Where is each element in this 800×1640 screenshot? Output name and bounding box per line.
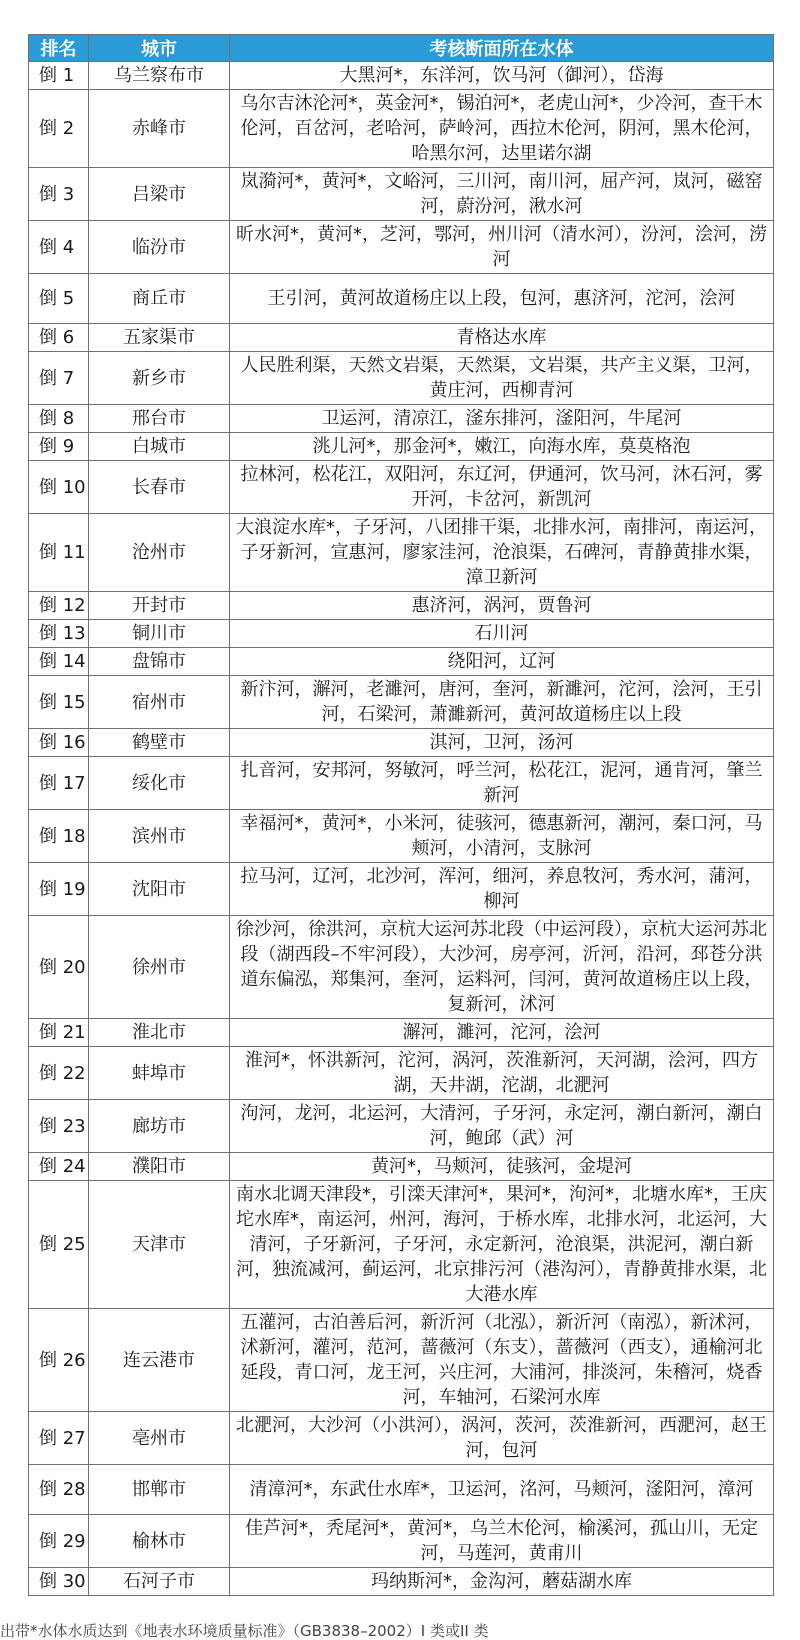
table-row [29, 592, 774, 620]
cell-rank: 倒 15 [29, 676, 89, 729]
cell-rank: 倒 23 [29, 1100, 89, 1153]
cell-city: 徐州市 [89, 916, 230, 1019]
table-row [29, 514, 774, 592]
cell-rank: 倒 16 [29, 729, 89, 757]
cell-rank: 倒 8 [29, 405, 89, 433]
cell-rank: 倒 3 [29, 168, 89, 221]
header-rank: 排名 [29, 35, 89, 62]
table-row [29, 648, 774, 676]
cell-city: 沈阳市 [89, 863, 230, 916]
cell-city: 吕梁市 [89, 168, 230, 221]
cell-water-bodies: 乌尔吉沐沦河*，英金河*，锡泊河*，老虎山河*，少冷河，查干木伦河，百岔河，老哈河，萨岭河，西拉木伦河，阴河，黑木伦河，哈黑尔河，达里诺尔湖 [230, 90, 774, 168]
table-row [29, 274, 774, 324]
cell-rank: 倒 22 [29, 1047, 89, 1100]
table-row [29, 461, 774, 514]
cell-water-bodies: 拉马河，辽河，北沙河，浑河，细河，养息牧河，秀水河，蒲河，柳河 [230, 863, 774, 916]
cell-city: 绥化市 [89, 757, 230, 810]
cell-rank: 倒 10 [29, 461, 89, 514]
cell-water-bodies: 昕水河*，黄河*，芝河，鄂河，州川河（清水河），汾河，浍河，涝河 [230, 221, 774, 274]
cell-water-bodies: 淮河*，怀洪新河，沱河，涡河，茨淮新河，天河湖，浍河，四方湖，天井湖，沱湖，北淝河 [230, 1047, 774, 1100]
cell-city: 新乡市 [89, 352, 230, 405]
cell-water-bodies: 人民胜利渠，天然文岩渠，天然渠，文岩渠，共产主义渠，卫河，黄庄河，西柳青河 [230, 352, 774, 405]
table-row [29, 90, 774, 168]
cell-water-bodies: 卫运河，清凉江，滏东排河，滏阳河，牛尾河 [230, 405, 774, 433]
table-row [29, 1465, 774, 1515]
cell-rank: 倒 1 [29, 62, 89, 90]
cell-rank: 倒 13 [29, 620, 89, 648]
cell-city: 商丘市 [89, 274, 230, 324]
cell-city: 濮阳市 [89, 1153, 230, 1181]
cell-rank: 倒 6 [29, 324, 89, 352]
cell-water-bodies: 洮儿河*，那金河*，嫩江，向海水库，莫莫格泡 [230, 433, 774, 461]
cell-rank: 倒 14 [29, 648, 89, 676]
cell-city: 铜川市 [89, 620, 230, 648]
cell-rank: 倒 4 [29, 221, 89, 274]
cell-rank: 倒 9 [29, 433, 89, 461]
cell-city: 长春市 [89, 461, 230, 514]
table-header-row [29, 35, 774, 62]
table-body [29, 62, 774, 1596]
cell-city: 蚌埠市 [89, 1047, 230, 1100]
cell-rank: 倒 19 [29, 863, 89, 916]
cell-city: 开封市 [89, 592, 230, 620]
cell-city: 石河子市 [89, 1568, 230, 1596]
cell-city: 乌兰察布市 [89, 62, 230, 90]
table-row [29, 433, 774, 461]
cell-water-bodies: 徐沙河，徐洪河，京杭大运河苏北段（中运河段），京杭大运河苏北段（湖西段–不牢河段），大沙河，房亭河，沂河，沿河，邳苍分洪道东偏泓，郑集河，奎河，运料河，闫河，黄河故道杨庄以上段，复新河，沭河 [230, 916, 774, 1019]
table-row [29, 352, 774, 405]
table-row [29, 1515, 774, 1568]
cell-city: 亳州市 [89, 1412, 230, 1465]
cell-water-bodies: 佳芦河*，秃尾河*，黄河*，乌兰木伦河，榆溪河，孤山川，无定河，马莲河，黄甫川 [230, 1515, 774, 1568]
header-water-body: 考核断面所在水体 [230, 35, 774, 62]
cell-rank: 倒 30 [29, 1568, 89, 1596]
cell-water-bodies: 南水北调天津段*，引滦天津河*，果河*，泃河*，北塘水库*，王庆坨水库*，南运河，州河，海河，于桥水库，北排水河，北运河，大清河，子牙新河，子牙河，永定新河，沧浪渠，洪泥河，潮白新河，独流减河，蓟运河，北京排污河（港沟河），青静黄排水渠，北大港水库 [230, 1181, 774, 1309]
cell-city: 白城市 [89, 433, 230, 461]
cell-rank: 倒 5 [29, 274, 89, 324]
cell-rank: 倒 27 [29, 1412, 89, 1465]
cell-water-bodies: 五灌河，古泊善后河，新沂河（北泓），新沂河（南泓），新沭河，沭新河，灌河，范河，蔷薇河（东支），蔷薇河（西支），通榆河北延段，青口河，龙王河，兴庄河，大浦河，排淡河，朱稽河，烧香河，车轴河，石梁河水库 [230, 1309, 774, 1412]
table-row [29, 863, 774, 916]
cell-city: 五家渠市 [89, 324, 230, 352]
cell-water-bodies: 黄河*，马颊河，徒骇河，金堤河 [230, 1153, 774, 1181]
table-row [29, 1181, 774, 1309]
table-row [29, 810, 774, 863]
cell-water-bodies: 新汴河，澥河，老濉河，唐河，奎河，新濉河，沱河，浍河，王引河，石梁河，萧濉新河，黄河故道杨庄以上段 [230, 676, 774, 729]
cell-water-bodies: 清漳河*，东武仕水库*，卫运河，洺河，马颊河，滏阳河，漳河 [230, 1465, 774, 1515]
cell-water-bodies: 青格达水库 [230, 324, 774, 352]
table-row [29, 1568, 774, 1596]
cell-city: 宿州市 [89, 676, 230, 729]
table-row [29, 324, 774, 352]
table-row [29, 620, 774, 648]
cell-rank: 倒 17 [29, 757, 89, 810]
table-row [29, 676, 774, 729]
cell-city: 盘锦市 [89, 648, 230, 676]
cell-city: 连云港市 [89, 1309, 230, 1412]
cell-city: 邯郸市 [89, 1465, 230, 1515]
cell-water-bodies: 泃河，龙河，北运河，大清河，子牙河，永定河，潮白新河，潮白河，鲍邱（武）河 [230, 1100, 774, 1153]
cell-city: 廊坊市 [89, 1100, 230, 1153]
table-row [29, 916, 774, 1019]
cell-city: 天津市 [89, 1181, 230, 1309]
ranking-table-container [28, 34, 773, 1596]
table-row [29, 729, 774, 757]
table-row [29, 1153, 774, 1181]
cell-city: 临汾市 [89, 221, 230, 274]
cell-water-bodies: 淇河，卫河，汤河 [230, 729, 774, 757]
cell-rank: 倒 25 [29, 1181, 89, 1309]
table-row [29, 221, 774, 274]
cell-rank: 倒 28 [29, 1465, 89, 1515]
cell-water-bodies: 扎音河，安邦河，努敏河，呼兰河，松花江，泥河，通肯河，肇兰新河 [230, 757, 774, 810]
cell-water-bodies: 幸福河*，黄河*，小米河，徒骇河，德惠新河，潮河，秦口河，马颊河，小清河，支脉河 [230, 810, 774, 863]
cell-rank: 倒 18 [29, 810, 89, 863]
table-row [29, 1412, 774, 1465]
cell-city: 榆林市 [89, 1515, 230, 1568]
cell-city: 赤峰市 [89, 90, 230, 168]
header-city: 城市 [89, 35, 230, 62]
cell-rank: 倒 29 [29, 1515, 89, 1568]
cell-rank: 倒 7 [29, 352, 89, 405]
cell-rank: 倒 2 [29, 90, 89, 168]
cell-city: 鹤壁市 [89, 729, 230, 757]
cell-rank: 倒 24 [29, 1153, 89, 1181]
cell-rank: 倒 26 [29, 1309, 89, 1412]
cell-water-bodies: 岚漪河*，黄河*，文峪河，三川河，南川河，屈产河，岚河，磁窑河，蔚汾河，湫水河 [230, 168, 774, 221]
cell-rank: 倒 21 [29, 1019, 89, 1047]
table-row [29, 757, 774, 810]
table-row [29, 1019, 774, 1047]
water-quality-ranking-table [28, 34, 774, 1596]
cell-city: 滨州市 [89, 810, 230, 863]
cell-city: 淮北市 [89, 1019, 230, 1047]
cell-water-bodies: 玛纳斯河*，金沟河，蘑菇湖水库 [230, 1568, 774, 1596]
cell-water-bodies: 澥河，濉河，沱河，浍河 [230, 1019, 774, 1047]
table-row [29, 168, 774, 221]
footnote: 出带*水体水质达到《地表水环境质量标准》（GB3838–2002）I 类或II 类 [0, 1622, 489, 1640]
cell-city: 沧州市 [89, 514, 230, 592]
cell-water-bodies: 大浪淀水库*，子牙河，八团排干渠，北排水河，南排河，南运河，子牙新河，宣惠河，廖家洼河，沧浪渠，石碑河，青静黄排水渠，漳卫新河 [230, 514, 774, 592]
cell-water-bodies: 王引河，黄河故道杨庄以上段，包河，惠济河，沱河，浍河 [230, 274, 774, 324]
cell-water-bodies: 大黑河*，东洋河，饮马河（御河），岱海 [230, 62, 774, 90]
cell-water-bodies: 拉林河，松花江，双阳河，东辽河，伊通河，饮马河，沐石河，雾开河，卡岔河，新凯河 [230, 461, 774, 514]
table-row [29, 405, 774, 433]
cell-rank: 倒 12 [29, 592, 89, 620]
cell-water-bodies: 绕阳河，辽河 [230, 648, 774, 676]
cell-water-bodies: 石川河 [230, 620, 774, 648]
table-row [29, 1100, 774, 1153]
cell-rank: 倒 20 [29, 916, 89, 1019]
cell-rank: 倒 11 [29, 514, 89, 592]
cell-water-bodies: 北淝河，大沙河（小洪河），涡河，茨河，茨淮新河，西淝河，赵王河，包河 [230, 1412, 774, 1465]
table-row [29, 1047, 774, 1100]
cell-city: 邢台市 [89, 405, 230, 433]
table-row [29, 62, 774, 90]
table-row [29, 1309, 774, 1412]
cell-water-bodies: 惠济河，涡河，贾鲁河 [230, 592, 774, 620]
